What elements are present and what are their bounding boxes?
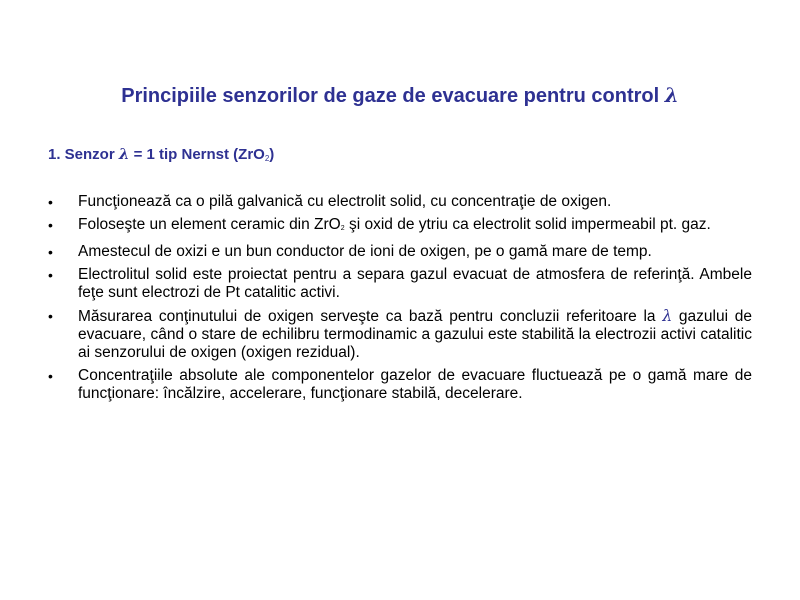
section-heading-prefix: 1. Senzor (48, 146, 115, 163)
list-item (48, 266, 752, 302)
bullet-text: şi oxid de ytriu ca electrolit solid impermeabil pt. gaz. (344, 216, 711, 233)
bullet-text: Foloseşte un element ceramic din ZrO (78, 216, 341, 233)
bullet-text: Funcţionează ca o pilă galvanică cu electrolit solid, cu concentraţie de oxigen. (78, 193, 612, 210)
bullet-text: gazului de evacuare, când o stare de echilibru termodinamic a gazului este stabilită la electrozii activi catalitic ai senzorului de oxigen (oxigen rezidual). (78, 308, 752, 361)
bullet-text: Amestecul de oxizi e un bun conductor de ioni de oxigen, pe o gamă mare de temp. (78, 243, 652, 260)
bullet-icon: • (48, 194, 53, 210)
bullet-icon: • (48, 308, 53, 324)
section-heading-suffix: ) (269, 146, 275, 163)
bullet-text: Electrolitul solid este proiectat pentru a separa gazul evacuat de atmosfera de referinţă. Ambele feţe sunt electrozi de Pt catalitic activi. (78, 266, 752, 301)
list-item (48, 367, 752, 403)
bullet-icon: • (48, 267, 53, 283)
list-item (48, 243, 752, 261)
bullet-list (48, 193, 752, 408)
list-item (48, 216, 752, 238)
slide-title-text: Principiile senzorilor de gaze de evacuare pentru control (121, 85, 660, 107)
list-item (48, 193, 752, 211)
subscript-2: 2 (340, 225, 345, 232)
bullet-icon: • (48, 244, 53, 260)
list-item (48, 307, 752, 362)
section-heading (48, 144, 274, 169)
lambda-symbol: λ (664, 83, 679, 107)
bullet-text: Măsurarea conţinutului de oxigen serveşte ca bază pentru concluzii referitoare la (78, 308, 663, 325)
bullet-text: Concentraţiile absolute ale componentelor gazelor de evacuare fluctuează pe o gamă mare de funcţionare: încălzire, accelerare, funcţionare stabilă, decelerare. (78, 367, 752, 402)
bullet-icon: • (48, 217, 53, 233)
lambda-symbol: λ (662, 307, 673, 325)
lambda-symbol: λ (118, 145, 130, 163)
subscript-2: 2 (264, 154, 270, 163)
section-heading-middle: = 1 tip Nernst (ZrO (133, 146, 265, 163)
slide-title (40, 82, 760, 109)
bullet-icon: • (48, 368, 53, 384)
